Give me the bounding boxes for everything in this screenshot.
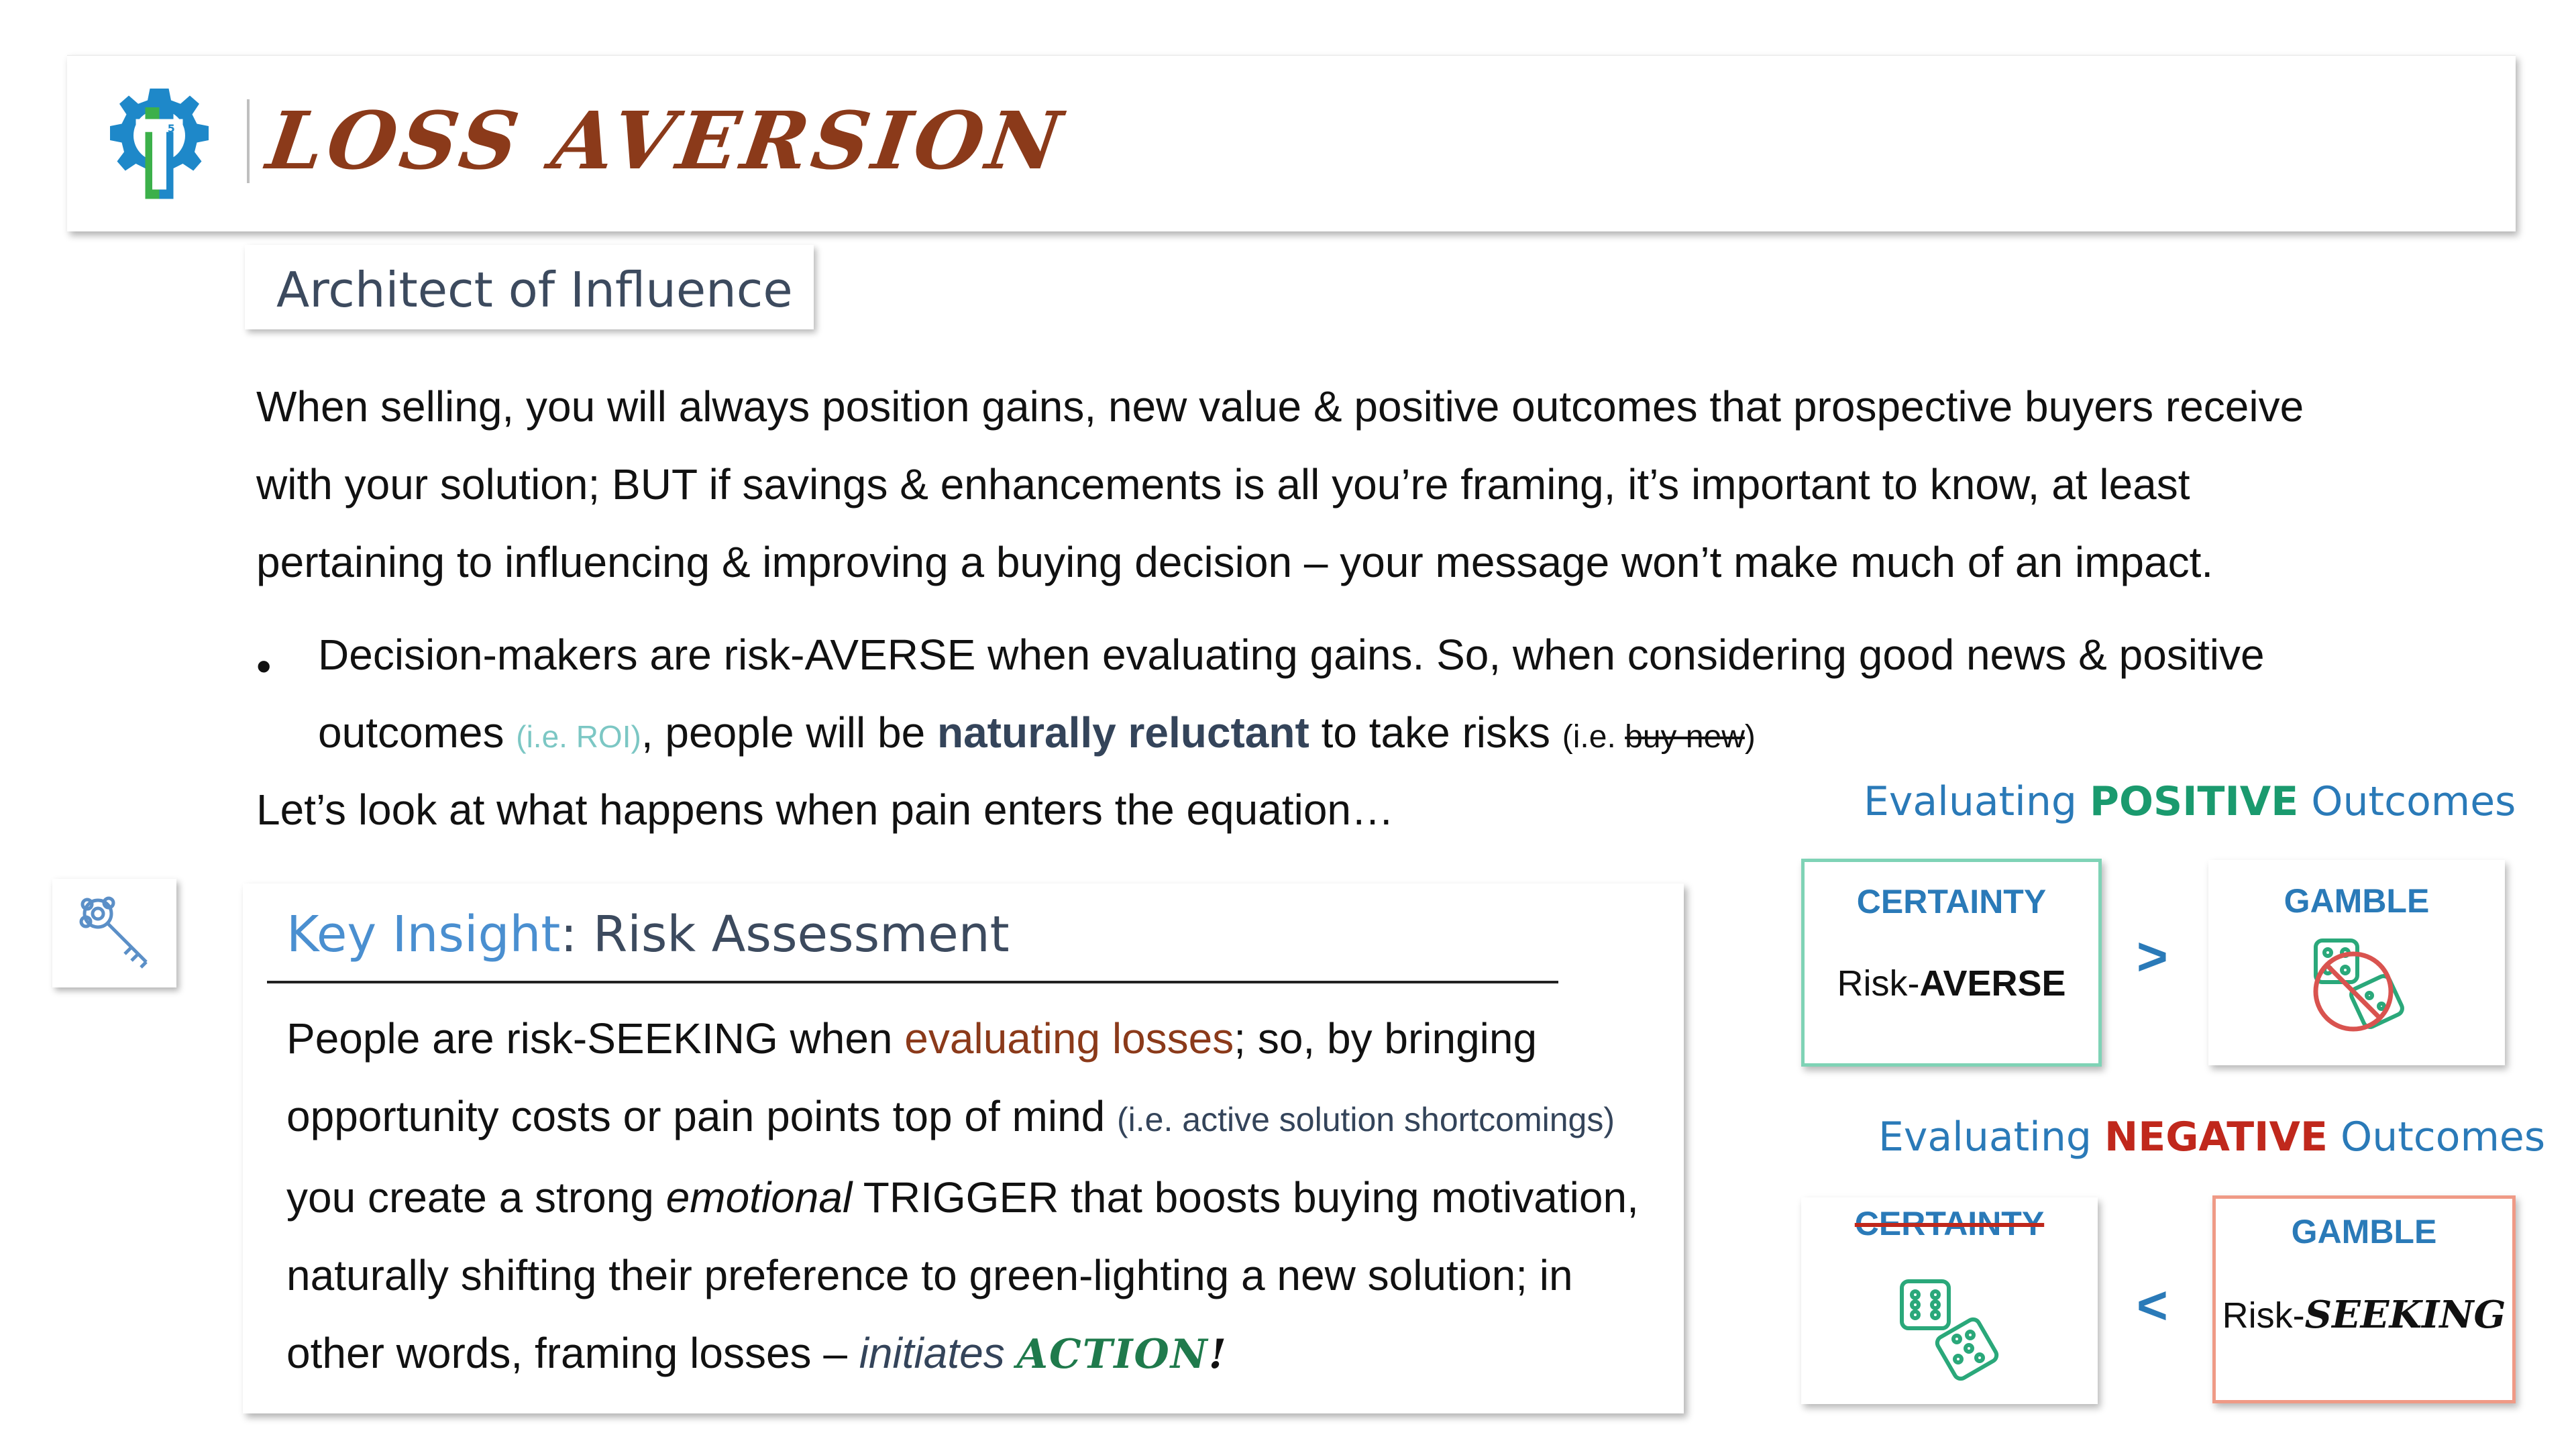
subtitle: Architect of Influence — [276, 262, 793, 318]
ie-close: ) — [1744, 719, 1756, 755]
svg-text:5: 5 — [167, 121, 175, 135]
pos-certainty-pre: Risk- — [1837, 963, 1920, 1004]
buy-new-strike: buy new — [1625, 719, 1745, 755]
insight-text — [286, 1000, 1655, 1393]
action-word: ACTION — [1016, 1331, 1209, 1378]
dice-icon — [1895, 1275, 2009, 1389]
naturally-reluctant: naturally reluctant — [936, 708, 1309, 757]
insight-title — [286, 906, 1010, 963]
neg-heading-bold: NEGATIVE — [2104, 1114, 2328, 1161]
insight-t2: ; so, by bringing opportunity costs or pain points top of mind — [286, 1014, 1538, 1140]
positive-gamble-card — [2208, 860, 2505, 1065]
lets-look-text: Let’s look at what happens when pain enters the equation… — [256, 786, 1394, 834]
pos-heading-pre: Evaluating — [1864, 778, 2090, 825]
key-icon-box — [52, 879, 176, 987]
less-than-sign: < — [2137, 1275, 2168, 1335]
pos-certainty-bold: AVERSE — [1919, 963, 2066, 1004]
key-icon — [52, 879, 176, 987]
positive-outcomes-heading — [1864, 778, 2516, 825]
shortcomings-note: (i.e. active solution shortcomings) — [1117, 1101, 1615, 1138]
insight-space — [1005, 1329, 1017, 1377]
emotional-word: emotional — [665, 1173, 853, 1222]
pos-gamble-label: GAMBLE — [2284, 882, 2430, 920]
header-divider — [247, 99, 250, 183]
gear-logo-icon — [101, 84, 218, 201]
intro-paragraph: When selling, you will always position gains, new value & positive outcomes that prospective buyers receive with your solution; BUT if savings & enhancements is all you’re framing, it’s important to know, at least pertaining to influencing & improving a buying decision – your message won’t make much of an impact. — [256, 382, 2304, 586]
insight-title-rest: : Risk Assessment — [560, 906, 1010, 963]
negative-gamble-card — [2212, 1195, 2516, 1403]
bullet-marker: • — [256, 642, 272, 690]
insight-divider — [267, 981, 1558, 983]
neg-certainty-label: CERTAINTY — [1854, 1205, 2045, 1242]
bullet-part3: to take risks — [1309, 708, 1562, 757]
greater-than-sign: > — [2137, 926, 2168, 986]
insight-t4: TRIGGER that boosts buying motivation, naturally shifting their preference to green-lighting a new solution; in other words, framing losses – — [286, 1173, 1639, 1377]
insight-t1: People are risk-SEEKING when — [286, 1014, 905, 1063]
ie-open: (i.e. — [1562, 719, 1625, 755]
bullet-part2: , people will be — [641, 708, 937, 757]
action-bang: ! — [1208, 1331, 1228, 1378]
roi-note: (i.e. ROI) — [516, 719, 641, 754]
neg-heading-pre: Evaluating — [1878, 1114, 2105, 1161]
pos-certainty-label: CERTAINTY — [1856, 883, 2047, 920]
bullet-text — [318, 616, 2330, 776]
evaluating-losses: evaluating losses — [904, 1014, 1234, 1063]
negative-certainty-card — [1801, 1197, 2098, 1404]
initiates-word: initiates — [859, 1329, 1005, 1377]
neg-heading-post: Outcomes — [2327, 1114, 2546, 1161]
bullet-part1: Decision-makers are risk-AVERSE when evaluating gains. So, when considering good news & positive outcomes — [318, 631, 2265, 757]
seeking-word: SEEKING — [2304, 1293, 2506, 1337]
insight-title-key: Key Insight — [286, 906, 561, 963]
negative-outcomes-heading — [1878, 1114, 2546, 1161]
neg-gamble-pre: Risk- — [2222, 1295, 2305, 1336]
pos-heading-post: Outcomes — [2298, 778, 2516, 825]
positive-certainty-card — [1801, 859, 2102, 1067]
pos-certainty-text — [1805, 963, 2098, 1004]
insight-t3: you create a strong — [286, 1173, 666, 1222]
no-dice-icon — [2302, 934, 2423, 1048]
page-title: LOSS AVERSION — [262, 94, 1071, 187]
neg-gamble-label: GAMBLE — [2291, 1213, 2437, 1250]
pos-heading-bold: POSITIVE — [2090, 778, 2299, 825]
neg-gamble-text — [2216, 1293, 2512, 1337]
